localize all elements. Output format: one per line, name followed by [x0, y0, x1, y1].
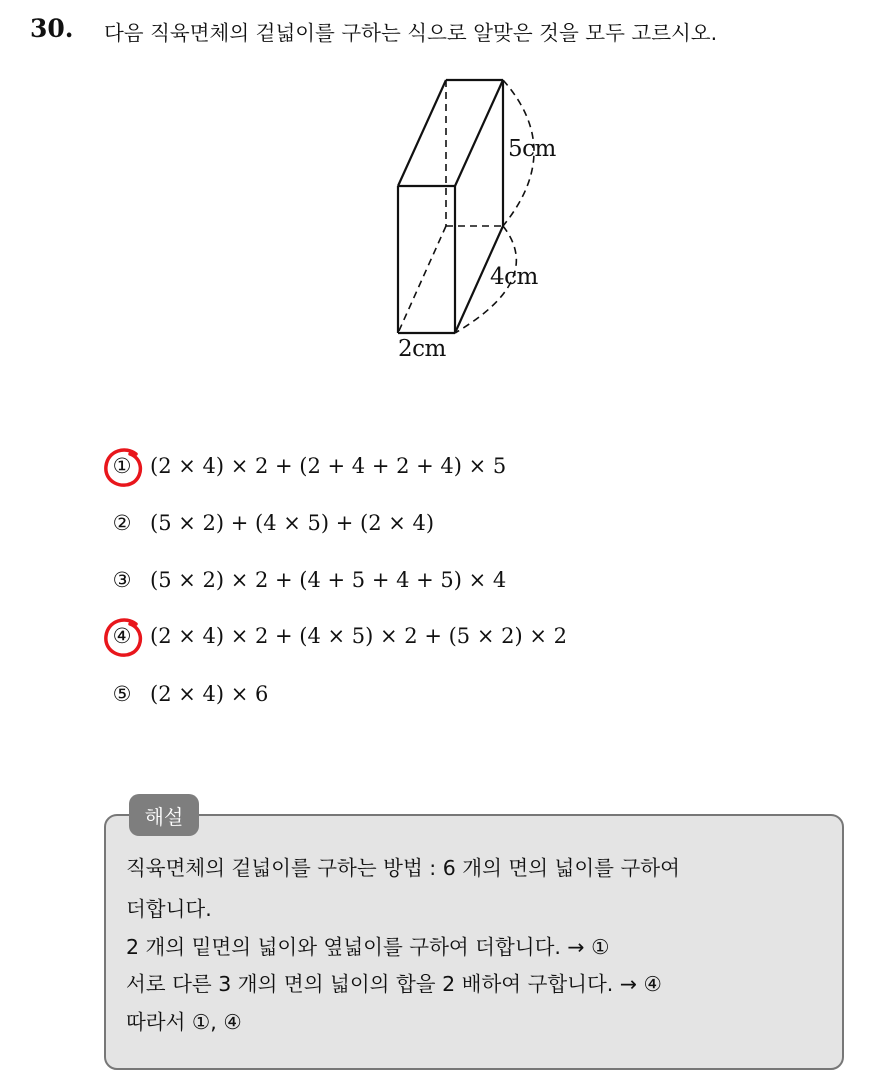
- choice-number: ①: [112, 454, 132, 478]
- explanation-line-2: 더합니다.: [126, 897, 212, 921]
- choice-number: ③: [112, 568, 132, 592]
- height-label: 5cm: [508, 136, 556, 162]
- explanation-line-4: 서로 다른 3 개의 면의 넓이의 합을 2 배하여 구합니다. → ④: [126, 972, 662, 996]
- explanation-line-3: 2 개의 밑면의 넓이와 옆넓이를 구하여 더합니다. → ①: [126, 935, 610, 959]
- depth-label: 4cm: [490, 264, 538, 290]
- choice-expression: (2 × 4) × 2 + (2 + 4 + 2 + 4) × 5: [150, 454, 507, 478]
- explanation-line-5: 따라서 ①, ④: [126, 1010, 242, 1034]
- question-header: [30, 14, 870, 48]
- choice-expression: (5 × 2) + (4 × 5) + (2 × 4): [150, 511, 435, 535]
- choice-5[interactable]: [108, 680, 808, 712]
- choice-number: ②: [112, 511, 132, 535]
- question-number: 30.: [30, 14, 74, 43]
- cuboid-drawing: [360, 70, 600, 370]
- edge-top-left: [398, 80, 446, 186]
- choice-4[interactable]: [108, 622, 808, 654]
- explanation-line-1: 직육면체의 겉넓이를 구하는 방법 : 6 개의 면의 넓이를 구하여: [126, 856, 680, 880]
- width-label: 2cm: [398, 336, 446, 362]
- choice-expression: (5 × 2) × 2 + (4 + 5 + 4 + 5) × 4: [150, 568, 507, 592]
- edge-top-right: [455, 80, 503, 186]
- cuboid-figure: [360, 70, 600, 370]
- hidden-edge-bottom-left: [398, 226, 446, 333]
- choice-1[interactable]: [108, 452, 808, 484]
- choice-expression: (2 × 4) × 2 + (4 × 5) × 2 + (5 × 2) × 2: [150, 624, 567, 648]
- choice-2[interactable]: [108, 509, 808, 541]
- explanation-tag: 해설: [129, 794, 199, 836]
- choice-number: ⑤: [112, 682, 132, 706]
- choice-expression: (2 × 4) × 6: [150, 682, 269, 706]
- choice-3[interactable]: [108, 566, 808, 598]
- question-text: 다음 직육면체의 겉넓이를 구하는 식으로 알맞은 것을 모두 고르시오.: [104, 21, 718, 45]
- choice-number: ④: [112, 624, 132, 648]
